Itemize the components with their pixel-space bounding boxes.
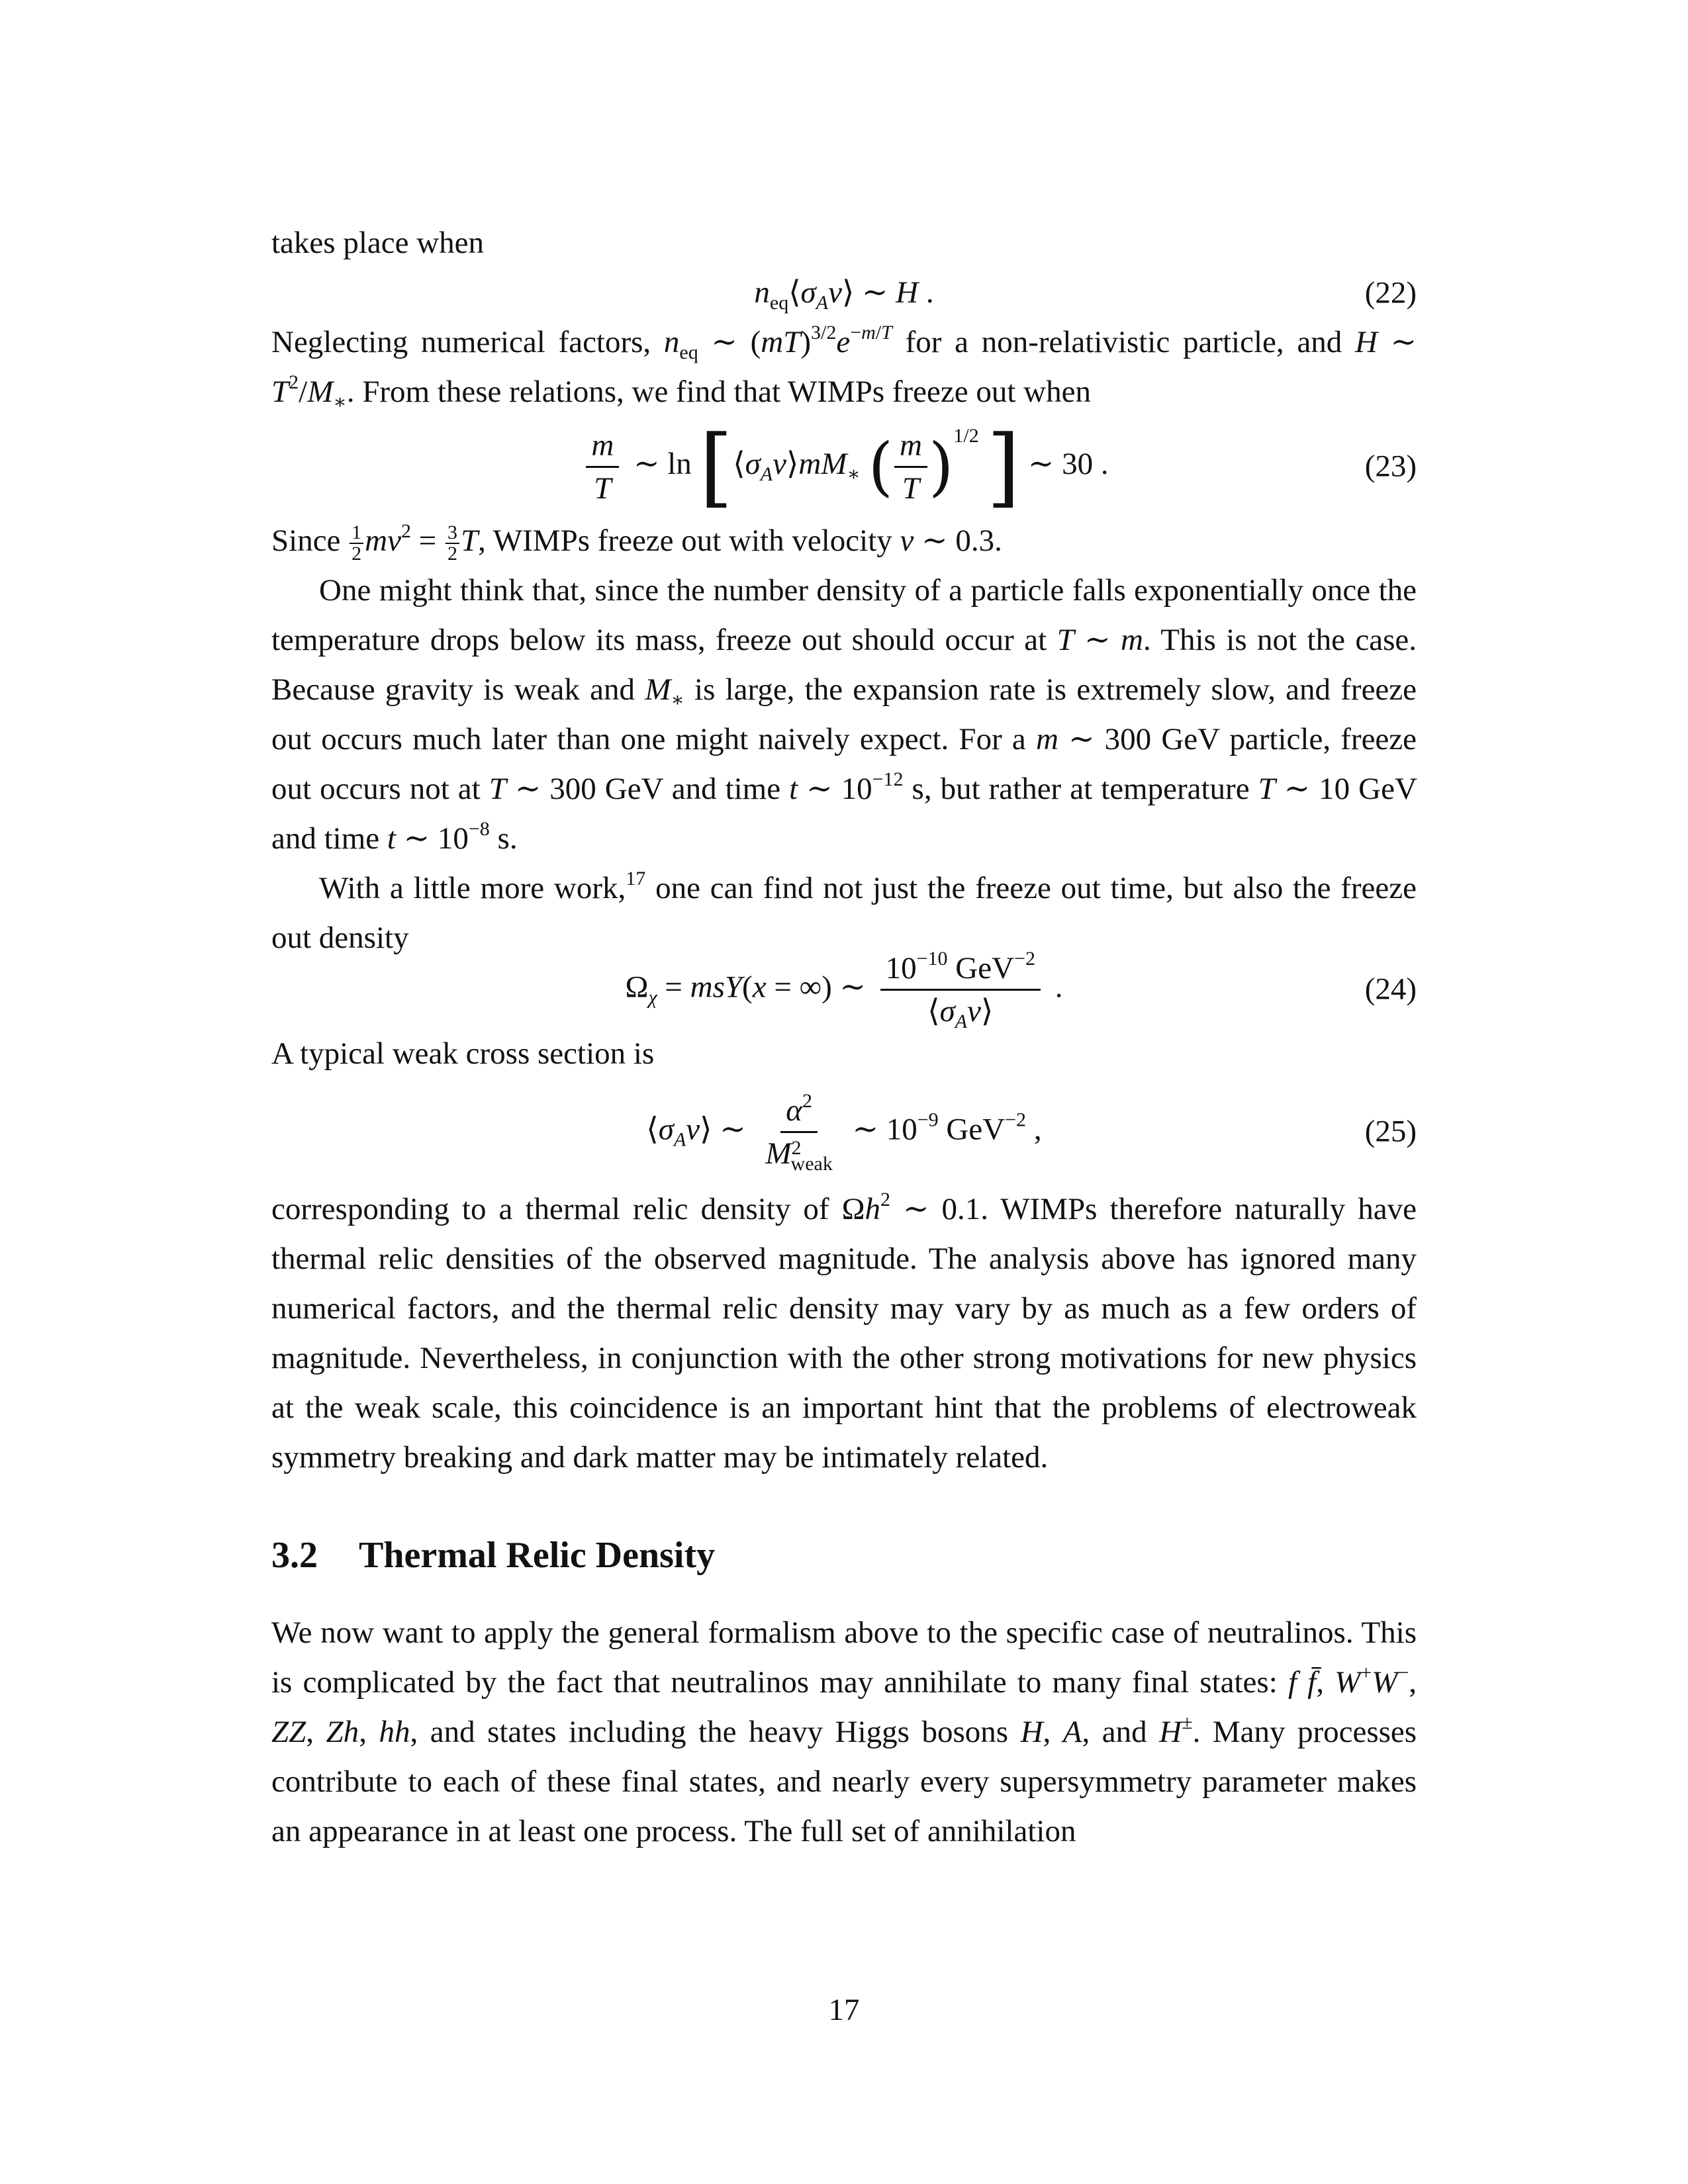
equation-number-24: (24)	[1364, 972, 1417, 1007]
equation-number-23: (23)	[1364, 449, 1417, 484]
equation-23: $\frac{m}{T}$ ∼ $\ln [⟨\sigma_Av⟩mM_∗$ ( $\frac{m}{T}$ )$^{1/2}$ ] ∼ 30 . (23)	[271, 417, 1417, 516]
equation-number-25: (25)	[1364, 1114, 1417, 1149]
paragraph-neglecting: Neglecting numerical factors, $n_{eq}$ ∼ $(mT)^{3/2}e^{-m/T}$ for a non-relativistic particle, and H ∼ $T^2/M_∗$. From these relations, we find that WIMPs freeze out when	[271, 322, 1417, 413]
paragraph-one-might-think: One might think that, since the number density of a particle falls exponentially once the temperature drops below its mass, freeze out should occur at T ∼ m. This is not the case. Because gravity is weak and $M_∗$ is large, the expansion rate is extremely slow, and freeze out occurs much later than one might naively expect. For a m ∼ 300 GeV particle, freeze out occurs not at T ∼ 300 GeV and time t ∼ $10^{-12}$ s, but rather at temperature T ∼ 10 GeV and time t ∼ $10^{-8}$ s.	[271, 573, 1417, 856]
page-body	[271, 218, 1417, 1856]
footnote-ref[interactable]: 17	[626, 868, 646, 889]
equation-24: $\Omega_\chi = msY(x$ = ∞) ∼ $\frac{10^{-10} GeV^{-2}}{⟨\sigma_Av⟩}$ . (24)	[625, 947, 1417, 1032]
section-number: 3.2	[271, 1535, 318, 1576]
text-typical-weak: A typical weak cross section is	[271, 1036, 655, 1071]
section-heading	[271, 1529, 1417, 1582]
paragraph-neutralinos: We now want to apply the general formalism above to the specific case of neutralinos. This is complicated by the fact that neutralinos may annihilate to many final states: f f̄, W+W−, ZZ, Zh, hh, and states including the heavy Higgs bosons H, A, and H±. Many processes contribute to each of these final states, and nearly every supersymmetry parameter makes an appearance in at least one process. The full set of annihilation	[271, 1615, 1417, 1848]
paragraph-little-more-work: With a little more work,$^{17}$ one can find not just the freeze out time, but also the freeze out density	[271, 868, 1417, 955]
paragraph-since: Since $\frac{1}{2}$ $mv^2$ = $\frac{3}{2}$ T, WIMPs freeze out with velocity v ∼ 0.3.	[271, 520, 1002, 565]
section-title: Thermal Relic Density	[359, 1535, 716, 1576]
equation-number-22: (22)	[1364, 275, 1417, 310]
text-takes-place: takes place when	[271, 226, 485, 260]
page-number: 17	[828, 1993, 860, 2027]
equation-25: $⟨\sigma_Av⟩$ ∼ $\frac{\alpha^2}{M^2_{weak}}$ ∼ $10^{-9}$ GeV$^{-2}$ , (25)	[646, 1089, 1417, 1175]
paragraph-corresponding: corresponding to a thermal relic density of $\Omega h^2$ ∼ 0.1. WIMPs therefore naturally have thermal relic densities of the observed magnitude. The analysis above has ignored many numerical factors, and the thermal relic density may vary by as much as a few orders of magnitude. Nevertheless, in conjunction with the other strong motivations for new physics at the weak scale, this coincidence is an important hint that the problems of electroweak symmetry breaking and dark matter may be intimately related.	[271, 1189, 1417, 1475]
equation-22: $n_{eq}⟨\sigma_Av⟩$ ∼ H . (22)	[271, 268, 1417, 318]
